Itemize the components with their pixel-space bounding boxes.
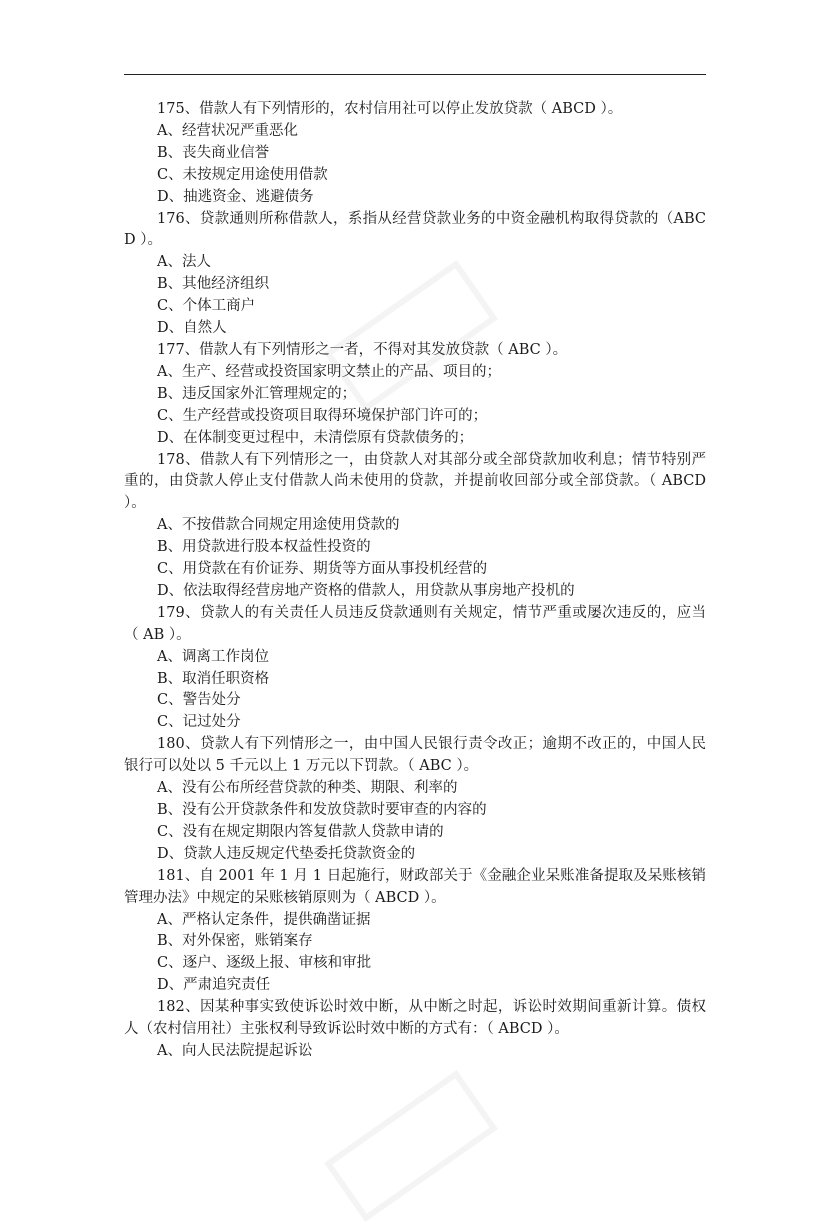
question-178: [124, 450, 711, 603]
option-d: D、在体制变更过程中，未清偿原有贷款债务的；: [157, 429, 474, 446]
question-175: [124, 99, 706, 209]
option-a: A、向人民法院提起诉讼: [157, 1042, 313, 1059]
option-c: C、没有在规定期限内答复借款人贷款申请的: [157, 823, 444, 840]
option-b: B、违反国家外汇管理规定的；: [157, 385, 357, 402]
option-a: A、经营状况严重恶化: [157, 122, 298, 139]
question-stem: 178、借款人有下列情形之一，由贷款人对其部分或全部贷款加收利息；情节特别严重的，由贷款人停止支付借款人尚未使用的贷款，并提前收回部分或全部贷款。（ ABCD ）。: [124, 451, 711, 512]
option-c: C、用贷款在有价证券、期货等方面从事投机经营的: [157, 561, 488, 578]
option-a: A、严格认定条件，提供确凿证据: [157, 911, 371, 928]
question-177: [124, 340, 706, 450]
option-d: D、抽逃资金、逃避债务: [157, 188, 314, 205]
watermark-shape: [324, 1070, 498, 1222]
header-rule: [124, 74, 706, 75]
option-a: A、生产、经营或投资国家明文禁止的产品、项目的；: [157, 363, 501, 380]
question-stem: 181、自 2001 年 1 月 1 日起施行，财政部关于《金融企业呆账准备提取及呆账核销管理办法》中规定的呆账核销原则为（ ABCD ）。: [124, 867, 706, 906]
question-176: [124, 209, 706, 340]
option-b: B、没有公开贷款条件和发放贷款时要审查的内容的: [157, 802, 487, 818]
option-c: C、生产经营或投资项目取得环境保护部门许可的；: [157, 407, 488, 424]
question-stem: 180、贷款人有下列情形之一，由中国人民银行责令改正；逾期不改正的，中国人民银行可以处以 5 千元以上 1 万元以下罚款。（ ABC ）。: [124, 736, 706, 775]
option-b: B、用贷款进行股本权益性投资的: [157, 539, 371, 556]
option-d: D、自然人: [157, 320, 227, 337]
option-c: C、个体工商户: [157, 298, 256, 315]
question-180: [124, 734, 706, 865]
option-b: B、取消任职资格: [157, 670, 270, 687]
option-c: C、警告处分: [157, 692, 241, 709]
option-d: C、记过处分: [157, 714, 241, 731]
option-a: A、没有公布所经营贷款的种类、期限、利率的: [157, 780, 458, 797]
question-181: [124, 866, 706, 997]
option-d: D、依法取得经营房地产资格的借款人，用贷款从事房地产投机的: [157, 582, 575, 599]
option-b: B、丧失商业信誉: [157, 144, 270, 161]
question-stem: 176、贷款通则所称借款人，系指从经营贷款业务的中资金融机构取得贷款的（ABCD ）。: [124, 210, 706, 249]
option-b: B、其他经济组织: [157, 276, 270, 293]
option-a: A、调离工作岗位: [157, 648, 269, 665]
question-182: [124, 997, 706, 1063]
option-a: A、不按借款合同规定用途使用贷款的: [157, 517, 400, 534]
option-a: A、法人: [157, 254, 211, 271]
option-c: C、逐户、逐级上报、审核和审批: [157, 955, 372, 972]
question-stem: 179、贷款人的有关责任人员违反贷款通则有关规定，情节严重或屡次违反的，应当（ AB ）。: [124, 604, 706, 643]
option-c: C、未按规定用途使用借款: [157, 166, 328, 183]
document-body: [124, 99, 711, 1063]
question-stem: 175、借款人有下列情形的，农村信用社可以停止发放贷款（ ABCD ）。: [157, 101, 623, 117]
question-stem: 182、因某种事实致使诉讼时效中断，从中断之时起，诉讼时效期间重新计算。债权人（农村信用社）主张权利导致诉讼时效中断的方式有：（ ABCD ）。: [124, 999, 706, 1038]
question-179: [124, 603, 706, 734]
question-stem: 177、借款人有下列情形之一者，不得对其发放贷款（ ABC ）。: [157, 341, 568, 358]
option-d: D、严肃追究责任: [157, 977, 271, 994]
option-d: D、贷款人违反规定代垫委托贷款资金的: [157, 845, 416, 862]
option-b: B、对外保密，账销案存: [157, 933, 313, 950]
